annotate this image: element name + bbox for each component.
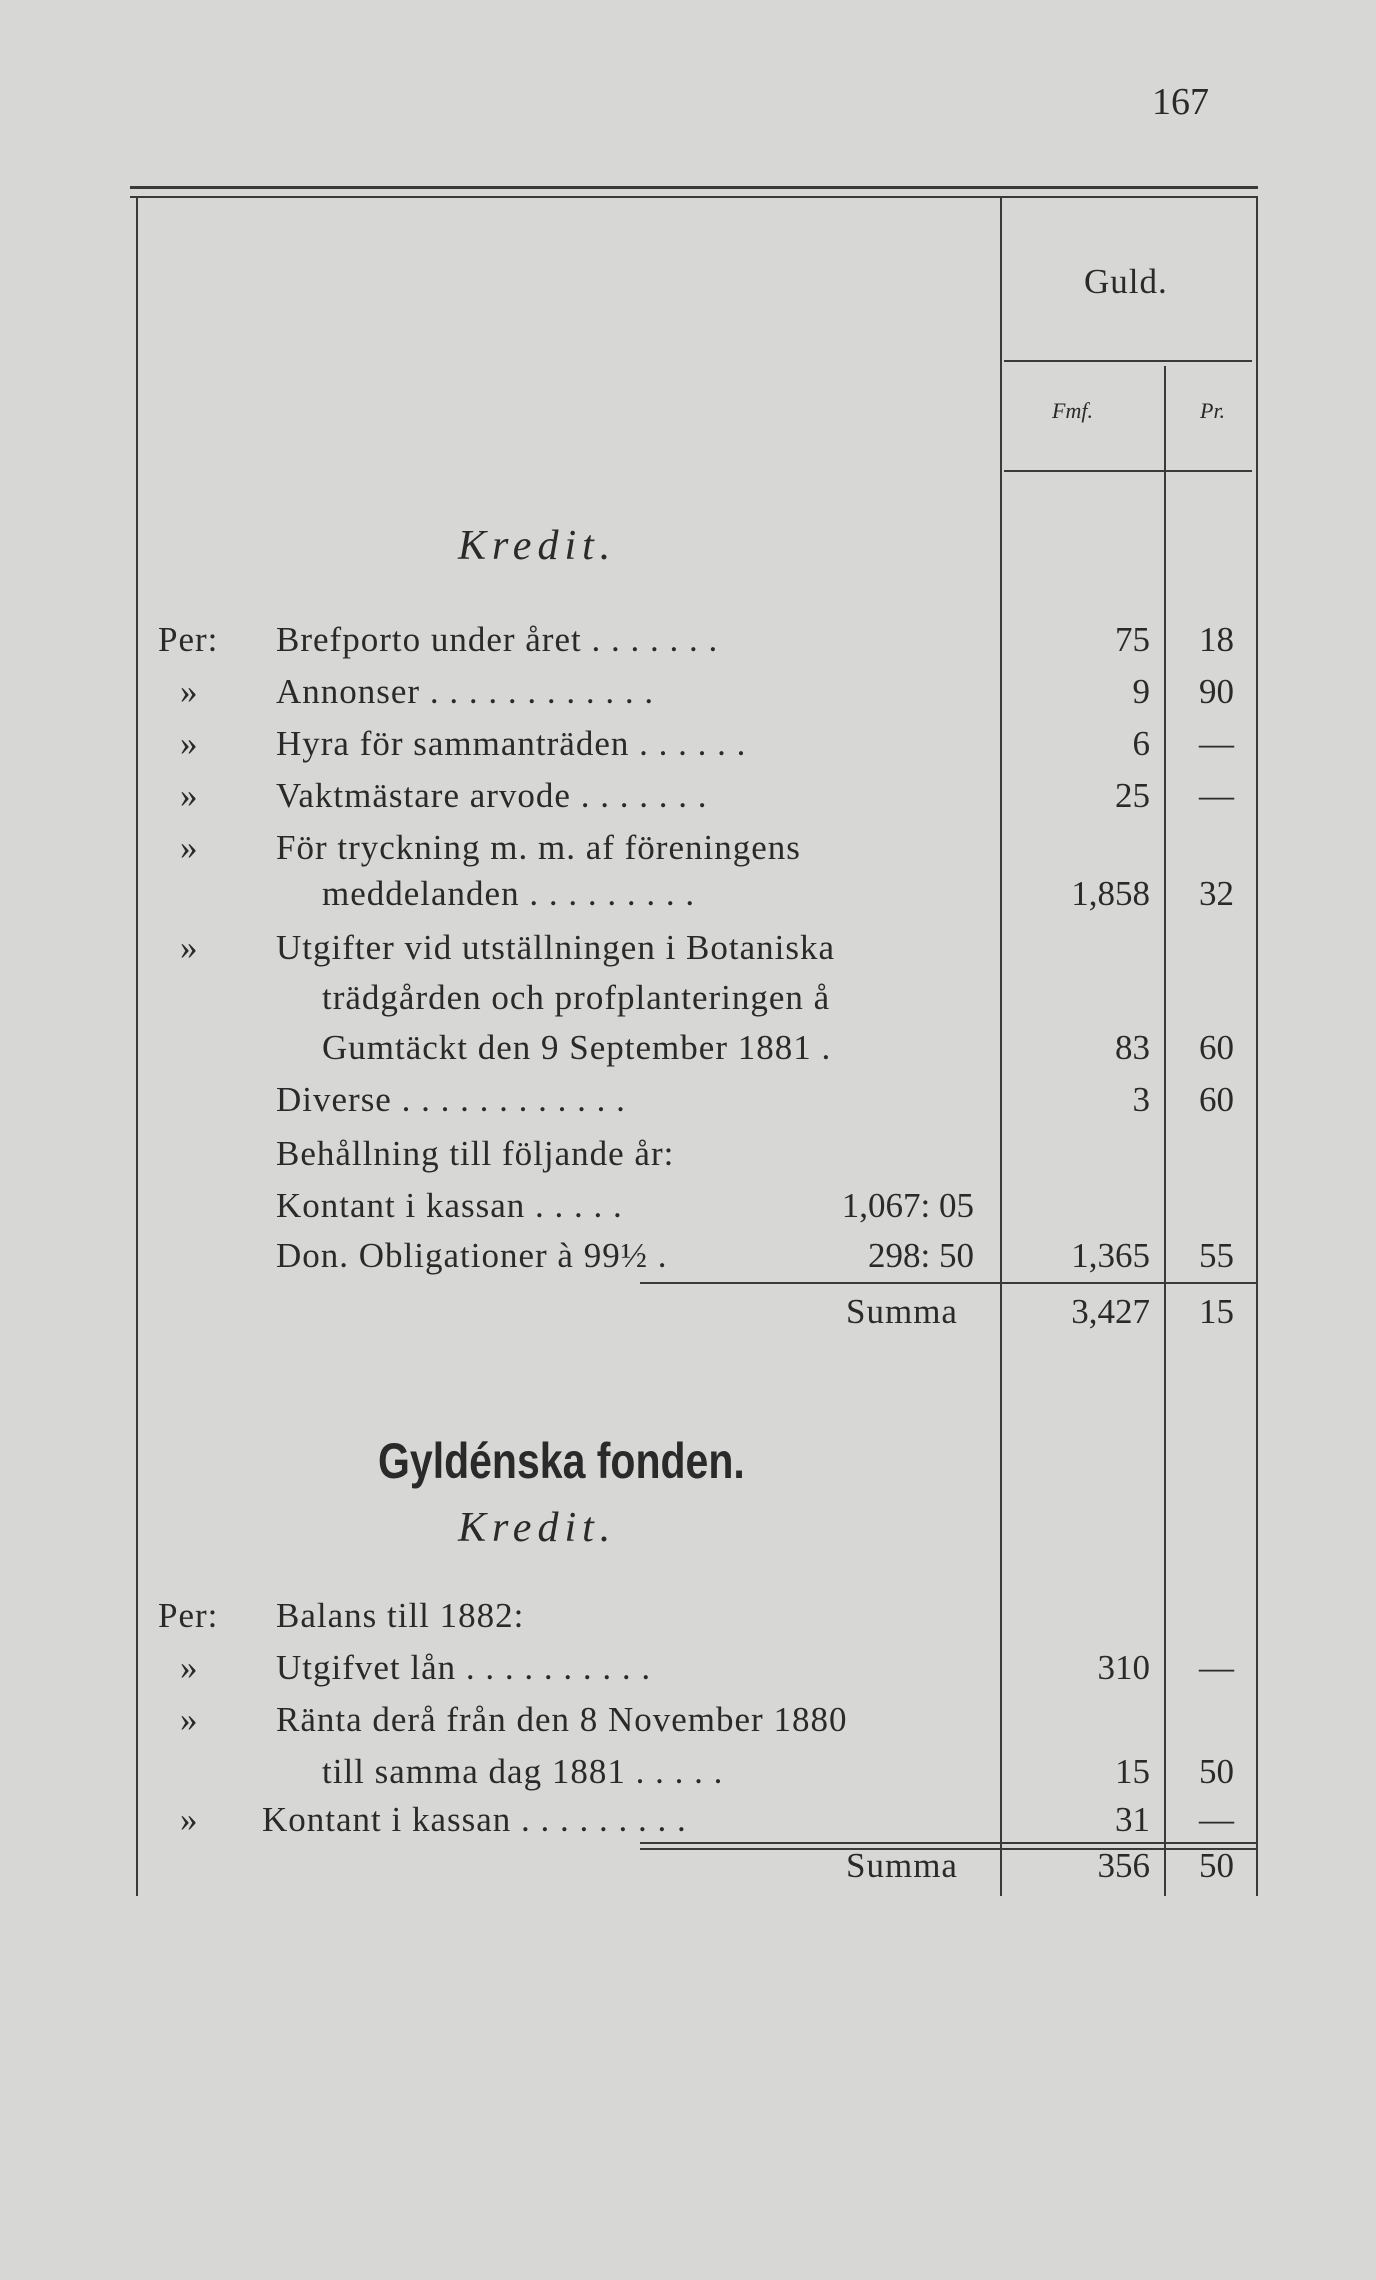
balance-minor: 55 — [1199, 1236, 1234, 1275]
row-major: 25 — [1115, 776, 1150, 815]
row-minor: — — [1199, 776, 1234, 815]
row-major: 3 — [1132, 1080, 1150, 1119]
balance-line-amount: 298: 50 — [868, 1236, 974, 1275]
row-text: Diverse . . . . . . . . . . . . — [276, 1080, 626, 1119]
page-number: 167 — [1152, 81, 1209, 123]
amount-column-divider — [1000, 196, 1002, 1896]
row-prefix: Per: — [158, 1596, 219, 1635]
row-minor: — — [1199, 1648, 1234, 1687]
row-minor: 90 — [1199, 672, 1234, 711]
balance-line-text: Kontant i kassan . . . . . — [276, 1186, 623, 1225]
top-rule-thin — [130, 196, 1258, 198]
row-prefix: » — [180, 776, 199, 815]
balance-line-text: Don. Obligationer à 99½ . — [276, 1236, 668, 1275]
currency-header-rule — [1004, 360, 1252, 362]
row-text-continued: meddelanden . . . . . . . . . — [322, 874, 696, 913]
sum-minor: 15 — [1199, 1292, 1234, 1331]
row-minor: — — [1199, 1800, 1234, 1839]
row-major: 310 — [1097, 1648, 1150, 1687]
row-text: Ränta derå från den 8 November 1880 — [276, 1700, 848, 1739]
row-text: Utgifter vid utställningen i Botaniska — [276, 928, 836, 967]
balance-line-amount: 1,067: 05 — [841, 1186, 974, 1225]
row-prefix: » — [180, 1648, 199, 1687]
section2-heading: Kredit. — [458, 1505, 617, 1551]
fund-title: Gyldénska fonden. — [378, 1433, 745, 1489]
row-minor: 60 — [1199, 1080, 1234, 1119]
row-minor: — — [1199, 724, 1234, 763]
sum-label: Summa — [846, 1292, 958, 1331]
row-prefix: » — [180, 1800, 199, 1839]
row-prefix: » — [180, 724, 199, 763]
currency-title: Guld. — [1084, 262, 1168, 301]
section1-heading: Kredit. — [458, 523, 617, 569]
row-text-continued: trädgården och profplanteringen å — [322, 978, 831, 1017]
row-text: För tryckning m. m. af föreningens — [276, 828, 801, 867]
row-prefix: » — [180, 928, 199, 967]
row-text: Kontant i kassan . . . . . . . . . — [262, 1800, 687, 1839]
row-prefix: » — [180, 672, 199, 711]
section2-sum-rule — [640, 1842, 1256, 1844]
row-minor: 60 — [1199, 1028, 1234, 1067]
row-minor: 18 — [1199, 620, 1234, 659]
row-minor: 32 — [1199, 874, 1234, 913]
row-major: 9 — [1132, 672, 1150, 711]
right-border — [1256, 196, 1258, 1896]
section1-sum-rule — [640, 1282, 1256, 1284]
row-major: 83 — [1115, 1028, 1150, 1067]
row-text: Annonser . . . . . . . . . . . . — [276, 672, 655, 711]
sum-major: 3,427 — [1071, 1292, 1150, 1331]
row-text-continued: Gumtäckt den 9 September 1881 . — [322, 1028, 832, 1067]
row-major: 75 — [1115, 620, 1150, 659]
row-major: 1,858 — [1071, 874, 1150, 913]
unit-major-header: Fmf. — [1052, 398, 1093, 423]
row-text-continued: till samma dag 1881 . . . . . — [322, 1752, 724, 1791]
row-text: Utgifvet lån . . . . . . . . . . — [276, 1648, 652, 1687]
balance-label: Behållning till följande år: — [276, 1134, 675, 1173]
row-major: 15 — [1115, 1752, 1150, 1791]
row-prefix: Per: — [158, 620, 219, 659]
left-border — [136, 196, 138, 1896]
row-major: 31 — [1115, 1800, 1150, 1839]
row-text: Balans till 1882: — [276, 1596, 525, 1635]
row-text: Vaktmästare arvode . . . . . . . — [276, 776, 708, 815]
row-prefix: » — [180, 828, 199, 867]
unit-header-rule — [1004, 470, 1252, 472]
sum-major: 356 — [1097, 1846, 1150, 1885]
minor-column-divider — [1164, 366, 1166, 1896]
top-rule — [130, 186, 1258, 189]
row-text: Hyra för sammanträden . . . . . . — [276, 724, 747, 763]
row-text: Brefporto under året . . . . . . . — [276, 620, 719, 659]
unit-minor-header: Pr. — [1200, 398, 1226, 423]
row-prefix: » — [180, 1700, 199, 1739]
row-major: 6 — [1132, 724, 1150, 763]
row-minor: 50 — [1199, 1752, 1234, 1791]
sum-minor: 50 — [1199, 1846, 1234, 1885]
sum-label: Summa — [846, 1846, 958, 1885]
balance-major: 1,365 — [1071, 1236, 1150, 1275]
